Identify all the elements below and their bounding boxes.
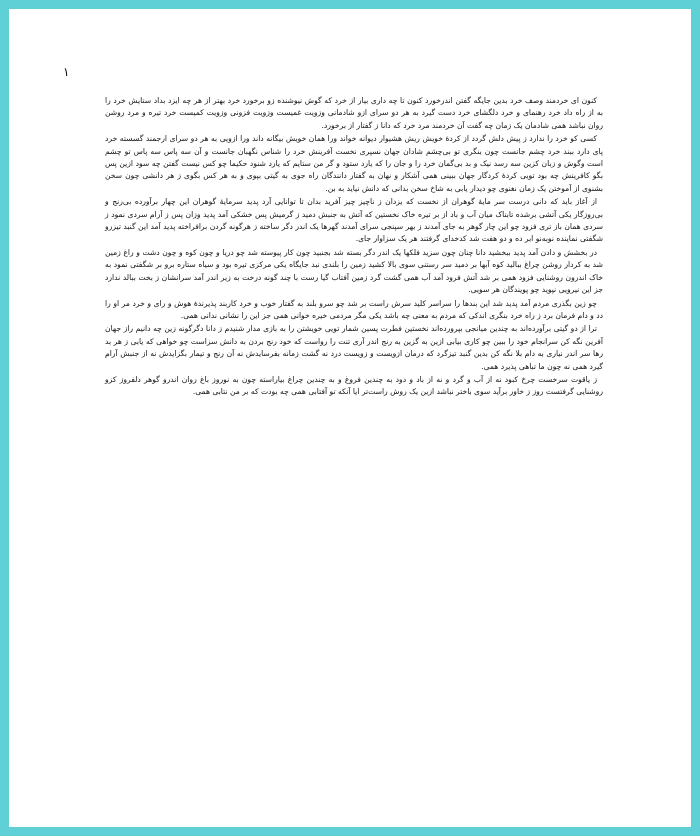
paragraph: کنون ای خردمند وصف خرد بدین جایگه گفتن اندرخورد کنون تا چه داری بیار از خرد که گوش نیوشنده زو برخورد خرد بهتر از هر چه ایزد بداد ستایش خرد را به از راه داد خرد رهنمای و خرد دلگشای خرد دست گیرد به هر دو سرای ازو شادمانی وزویت غمیست وزویت فزونی وزویت کمیست خرد تیره و مرد روشن روان نباشد همی شادمان یک زمان چه گفت آن خردمند مرد خرد که دانا ز گفتار از برخورد. (105, 96, 603, 130)
paragraph: در بخشش و دادن آمد پدید ببخشید دانا چنان چون سزید فلکها یک اندر دگر بسته شد بجنبید چون کار پیوسته شد چو دریا و چون کوه و چون دشت و راغ زمین شد به کردار روشن چراغ ببالید کوه آبها بر دمید سر رستنی سوی بالا کشید زمین را بلندی نبد جایگاه یکی مرکزی تیره بود و سیاه ستاره برو بر شگفتی نمود به خاک اندرون روشنایی فزود همی بر شد آتش فرود آمد آب همی گشت گرد زمین آفتاب گیا رست با چند گونه درخت به زیر اندر آمد سرانشان ز بخت ببالد ندارد جز این نیرویی نپوید چو پویندگان هر سویی. (105, 247, 603, 295)
document-page (9, 9, 691, 827)
paragraph: چو زین بگذری مردم آمد پدید شد این بندها را سراسر کلید سرش راست بر شد چو سرو بلند به گفتار خوب و خرد کاربند پذیرندهٔ هوش و رای و خرد مر او را دد و دام فرمان برد ز راه خرد بنگری اندکی که مردم به معنی چه باشد یکی مگر مردمی خیره خوانی همی جز این را نشانی ندانی همی. (105, 298, 603, 320)
paragraph: ز یاقوت سرخست چرخ کبود نه از آب و گرد و نه از باد و دود به چندین فروغ و به چندین چراغ بیاراسته چون به نوروز باغ روان اندرو گوهر دلفروز کزو روشنایی گرفتست روز ز خاور برآید سوی باختر نباشد ازین یک روش راست‌تر ایا آنکه تو آفتابی همی چه بودت که بر من نتابی همی. (105, 374, 603, 397)
paragraph: ترا از دو گیتی برآورده‌اند به چندین میانجی بپرورده‌اند نخستین فطرت پسین شمار تویی خویشتن را به بازی مدار شنیدم ز دانا دگرگونه زین چه دانیم راز جهان آفرین نگه کن سرانجام خود را ببین چو کاری بیابی ازین به گزین به رنج اندر آری تنت را رواست که خود رنج بردن به دانش سزاست چو خواهی که یابی ز هر بد رها سر اندر نیاری به دام بلا نگه کن بدین گنبد تیزگرد که درمان ازویست و زویست درد نه گشت زمانه بفرسایدش نه آن رنج و تیمار بگزایدش نه از جنبش آرام گیرد همی نه چون ما تباهی پذیرد همی. (105, 324, 603, 371)
paragraph: کسی کو خرد را ندارد ز پیش دلش گردد از کردهٔ خویش ریش هشیوار دیوانه خواند ورا همان خویش بیگانه داند ورا ازویی به هر دو سرای ارجمند گسسته خرد پای دارد ببند خرد چشم جانست چون بنگری تو بی‌چشم شادان جهان نسپری نخست آفرینش خرد را شناس نگهبان جانست و آن سه پاس سه پاس تو چشم است وگوش و زبان کزین سه رسد نیک و بد بی‌گمان خرد را و جان را که یارد ستود و گر من ستایم که یارد شنود حکیما چو کس نیست گفتن چه سود ازین پس بگو کافرینش چه بود تویی کردهٔ کردگار جهان ببینی همی آشکار و نهان به گفتار دانندگان راه جوی به گیتی بپوی و به هر کس بگوی ز هر دانشی چون سخن بشنوی از آموختن یک زمان نغنوی چو دیدار یابی به شاخ سخن بدانی که دانش نیاید به بن. (105, 134, 603, 193)
page-number: ۱ (63, 65, 70, 79)
paragraph: از آغاز باید که دانی درست سر مایهٔ گوهران از نخست که یزدان ز ناچیز چیز آفرید بدان تا توانایی آرد پدید سرمایهٔ گوهران این چهار برآورده بی‌رنج و بی‌روزگار یکی آتشی برشده تابناک میان آب و باد از بر تیره خاک نخستین که آتش به جنبش دمید ز گرمیش پس خشکی آمد پدید وزان پس ز آرام سردی نمود ز سردی همان باز تری فزود چو این چار گوهر به جای آمدند ز بهر سپنجی سرای آمدند گهرها یک اندر دگر ساخته ز هرگونه گردن برافراخته پدید آمد این گنبد تیزرو شگفتی نماینده نوبه‌نو ابر ده و دو هفت شد کدخدای گرفتند هر یک سزاوار جای. (105, 197, 603, 244)
document-body (105, 95, 603, 400)
